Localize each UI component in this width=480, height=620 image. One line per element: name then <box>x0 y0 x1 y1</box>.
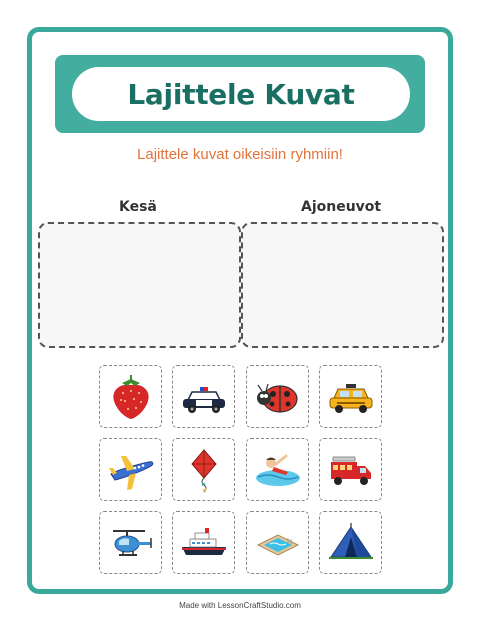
instructions-text: Lajittele kuvat oikeisiin ryhmiin! <box>137 146 343 163</box>
swimmer-icon <box>252 444 304 496</box>
picture-card[interactable] <box>246 365 309 428</box>
picture-card[interactable] <box>246 511 309 574</box>
footer-credit: Made with LessonCraftStudio.com <box>179 601 301 610</box>
picture-card[interactable] <box>99 511 162 574</box>
picture-card[interactable] <box>172 511 235 574</box>
category-label-summer: Kesä <box>119 199 157 215</box>
fire-truck-icon <box>325 444 377 496</box>
picture-card[interactable] <box>319 438 382 501</box>
category-label-vehicles: Ajoneuvot <box>301 199 382 215</box>
kite-icon <box>178 444 230 496</box>
drop-zone-summer[interactable] <box>38 222 241 348</box>
title-pill <box>72 67 410 121</box>
airplane-icon <box>105 444 157 496</box>
helicopter-icon <box>105 517 157 569</box>
police-car-icon <box>178 371 230 423</box>
picture-card[interactable] <box>172 438 235 501</box>
ship-icon <box>178 517 230 569</box>
taxi-icon <box>325 371 377 423</box>
page-title: Lajittele Kuvat <box>127 77 355 111</box>
swimming-pool-icon <box>252 517 304 569</box>
picture-card[interactable] <box>99 365 162 428</box>
ladybug-icon <box>252 371 304 423</box>
tent-icon <box>325 517 377 569</box>
picture-card[interactable] <box>319 511 382 574</box>
picture-card[interactable] <box>246 438 309 501</box>
strawberry-icon <box>105 371 157 423</box>
drop-zone-vehicles[interactable] <box>241 222 444 348</box>
picture-card[interactable] <box>99 438 162 501</box>
picture-card[interactable] <box>319 365 382 428</box>
picture-card[interactable] <box>172 365 235 428</box>
